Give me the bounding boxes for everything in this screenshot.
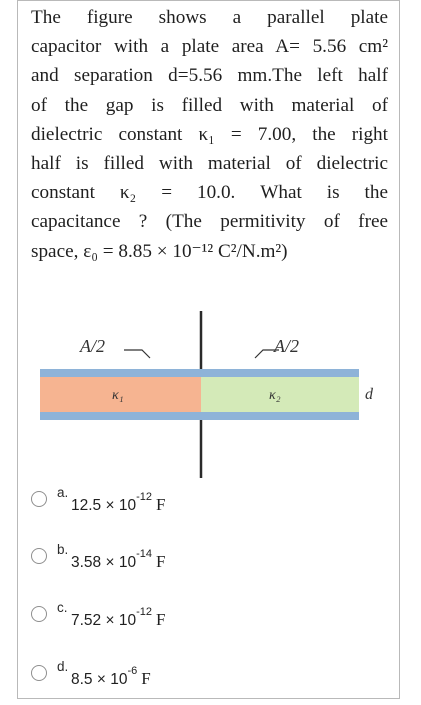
option-unit: F [141, 669, 151, 688]
option-b[interactable] [31, 542, 371, 588]
k2-label: κ₂ [269, 388, 281, 403]
option-d[interactable] [31, 659, 371, 705]
option-letter: a. [57, 485, 69, 500]
option-value [71, 548, 166, 572]
question-line: and separation d=5.56 mm.The left half [31, 65, 388, 87]
option-value [71, 665, 151, 689]
option-letter: d. [57, 659, 69, 674]
option-exponent: -12 [136, 491, 152, 503]
radio-button[interactable] [31, 606, 47, 622]
k1-label: κ₁ [112, 388, 124, 403]
question-card [17, 0, 400, 699]
question-line: capacitor with a plate area A= 5.56 cm² [31, 36, 388, 58]
separation-label: d [365, 386, 373, 403]
question-line: The figure shows a parallel plate [31, 7, 388, 28]
option-letter: c. [57, 600, 68, 615]
option-a[interactable] [31, 485, 371, 531]
option-value [71, 606, 166, 630]
question-line: of the gap is filled with material of [31, 94, 388, 116]
option-mantissa: 3.58 × 10 [71, 554, 137, 571]
option-mantissa: 12.5 × 10 [71, 497, 137, 514]
top-plate [40, 369, 359, 377]
option-exponent: -6 [127, 665, 138, 677]
capacitor-diagram [18, 301, 401, 491]
option-c[interactable] [31, 600, 371, 646]
option-mantissa: 7.52 × 10 [71, 612, 137, 629]
question-line: half is filled with material of dielectric [31, 153, 388, 175]
right-area-label: A/2 [274, 336, 299, 356]
option-exponent: -12 [136, 606, 152, 618]
option-letter: b. [57, 542, 69, 557]
question-text [31, 3, 388, 266]
bottom-plate [40, 412, 359, 420]
radio-button[interactable] [31, 548, 47, 564]
option-value [71, 491, 166, 515]
option-unit: F [155, 610, 166, 629]
question-line: dielectric constant κ₁ = 7.00, the right [31, 123, 388, 145]
option-unit: F [155, 552, 166, 571]
option-unit: F [155, 495, 166, 514]
option-exponent: -14 [136, 548, 152, 560]
option-mantissa: 8.5 × 10 [71, 671, 128, 688]
radio-button[interactable] [31, 491, 47, 507]
question-line: constant κ₂ = 10.0. What is the [31, 182, 388, 204]
question-line: space, ε₀ = 8.85 × 10⁻¹² C²/N.m²) [31, 240, 288, 262]
question-line: capacitance ? (The permitivity of free [31, 211, 388, 233]
left-area-label: A/2 [80, 336, 105, 356]
capacitor-figure [18, 301, 401, 491]
left-area-pointer [124, 350, 150, 358]
radio-button[interactable] [31, 665, 47, 681]
